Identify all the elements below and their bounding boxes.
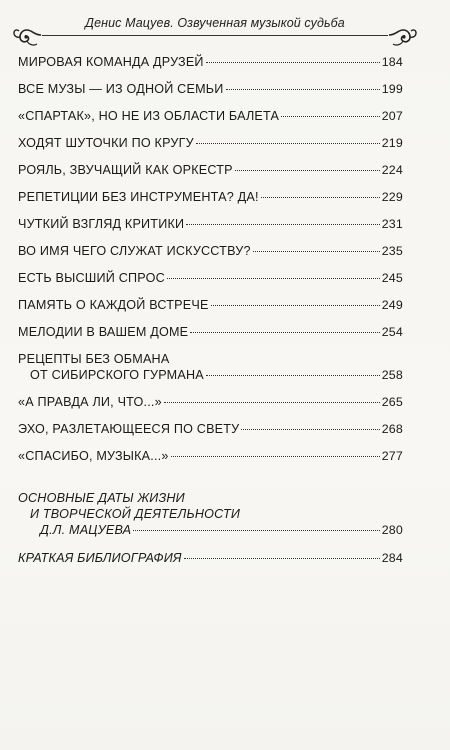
toc-entry bbox=[18, 394, 403, 410]
toc-entry-title: ПАМЯТЬ О КАЖДОЙ ВСТРЕЧЕ bbox=[18, 298, 209, 312]
toc-entry-title: МИРОВАЯ КОМАНДА ДРУЗЕЙ bbox=[18, 55, 204, 69]
toc-entry-page: 235 bbox=[381, 244, 403, 258]
leader-dots bbox=[164, 402, 380, 403]
toc-entry bbox=[18, 216, 403, 232]
toc-entry-title-line: И ТВОРЧЕСКОЙ ДЕЯТЕЛЬНОСТИ bbox=[30, 507, 241, 521]
toc-entry bbox=[18, 270, 403, 286]
leader-dots bbox=[241, 429, 379, 430]
toc-entry-page: 207 bbox=[381, 109, 403, 123]
leader-dots bbox=[235, 170, 380, 171]
toc-entry-title: МЕЛОДИИ В ВАШЕМ ДОМЕ bbox=[18, 325, 189, 339]
toc-entry-title: ВСЕ МУЗЫ — ИЗ ОДНОЙ СЕМЬИ bbox=[18, 82, 224, 96]
toc-entry-page: 258 bbox=[381, 368, 403, 382]
toc-entry bbox=[18, 108, 403, 124]
toc-entry-title-line: ОТ СИБИРСКОГО ГУРМАНА bbox=[30, 368, 204, 382]
table-of-contents bbox=[18, 48, 403, 566]
toc-entry bbox=[18, 324, 403, 340]
toc-entry-title: ЭХО, РАЗЛЕТАЮЩЕЕСЯ ПО СВЕТУ bbox=[18, 422, 240, 436]
leader-dots bbox=[184, 558, 380, 559]
toc-entry-page: 199 bbox=[381, 82, 403, 96]
toc-entry-title: РЕПЕТИЦИИ БЕЗ ИНСТРУМЕНТА? ДА! bbox=[18, 190, 259, 204]
toc-entry-page: 254 bbox=[381, 325, 403, 339]
toc-entry-title-line: РЕЦЕПТЫ БЕЗ ОБМАНА bbox=[18, 352, 170, 366]
toc-entry-page: 284 bbox=[381, 551, 403, 565]
toc-entry bbox=[18, 297, 403, 313]
leader-dots bbox=[186, 224, 379, 225]
toc-entry bbox=[18, 351, 403, 383]
toc-appendix-entry bbox=[18, 490, 403, 538]
toc-entry-page: 277 bbox=[381, 449, 403, 463]
toc-entry-page: 219 bbox=[381, 136, 403, 150]
toc-entry-page: 280 bbox=[381, 523, 403, 537]
toc-entry-page: 268 bbox=[381, 422, 403, 436]
toc-entry bbox=[18, 243, 403, 259]
leader-dots bbox=[167, 278, 380, 279]
toc-entry-title: ВО ИМЯ ЧЕГО СЛУЖАТ ИСКУССТВУ? bbox=[18, 244, 251, 258]
leader-dots bbox=[190, 332, 379, 333]
toc-entry-page: 249 bbox=[381, 298, 403, 312]
toc-appendix-entry bbox=[18, 550, 403, 566]
toc-entry-page: 265 bbox=[381, 395, 403, 409]
toc-entry-title: ЧУТКИЙ ВЗГЛЯД КРИТИКИ bbox=[18, 217, 185, 231]
toc-entry-page: 231 bbox=[381, 217, 403, 231]
toc-entry bbox=[18, 189, 403, 205]
toc-entry-page: 224 bbox=[381, 163, 403, 177]
toc-entry-page: 229 bbox=[381, 190, 403, 204]
toc-entry-title: РОЯЛЬ, ЗВУЧАЩИЙ КАК ОРКЕСТР bbox=[18, 163, 233, 177]
leader-dots bbox=[211, 305, 380, 306]
toc-entry-title: «СПАСИБО, МУЗЫКА...» bbox=[18, 449, 169, 463]
toc-entry-title: КРАТКАЯ БИБЛИОГРАФИЯ bbox=[18, 551, 182, 565]
toc-entry bbox=[18, 135, 403, 151]
toc-entry-title-line: Д.Л. МАЦУЕВА bbox=[40, 523, 132, 537]
toc-entry-title: ЕСТЬ ВЫСШИЙ СПРОС bbox=[18, 271, 165, 285]
toc-entry bbox=[18, 421, 403, 437]
toc-entry-page: 184 bbox=[381, 55, 403, 69]
leader-dots bbox=[196, 143, 380, 144]
leader-dots bbox=[253, 251, 380, 252]
toc-entry bbox=[18, 81, 403, 97]
toc-entry bbox=[18, 162, 403, 178]
ornament-flourish-icon bbox=[388, 22, 418, 48]
header-rule bbox=[42, 35, 388, 36]
leader-dots bbox=[281, 116, 380, 117]
leader-dots bbox=[261, 197, 380, 198]
leader-dots bbox=[226, 89, 380, 90]
leader-dots bbox=[171, 456, 380, 457]
running-title: Денис Мацуев. Озвученная музыкой судьба bbox=[85, 16, 345, 30]
toc-entry-title: «А ПРАВДА ЛИ, ЧТО...» bbox=[18, 395, 162, 409]
leader-dots bbox=[133, 530, 379, 531]
leader-dots bbox=[206, 62, 380, 63]
toc-entry-title-line: ОСНОВНЫЕ ДАТЫ ЖИЗНИ bbox=[18, 491, 185, 505]
toc-entry bbox=[18, 448, 403, 464]
leader-dots bbox=[206, 375, 380, 376]
section-gap bbox=[18, 464, 403, 490]
toc-entry-title: ХОДЯТ ШУТОЧКИ ПО КРУГУ bbox=[18, 136, 194, 150]
toc-entry-title: «СПАРТАК», НО НЕ ИЗ ОБЛАСТИ БАЛЕТА bbox=[18, 109, 280, 123]
toc-entry bbox=[18, 54, 403, 70]
toc-entry-page: 245 bbox=[381, 271, 403, 285]
running-header bbox=[12, 14, 418, 48]
